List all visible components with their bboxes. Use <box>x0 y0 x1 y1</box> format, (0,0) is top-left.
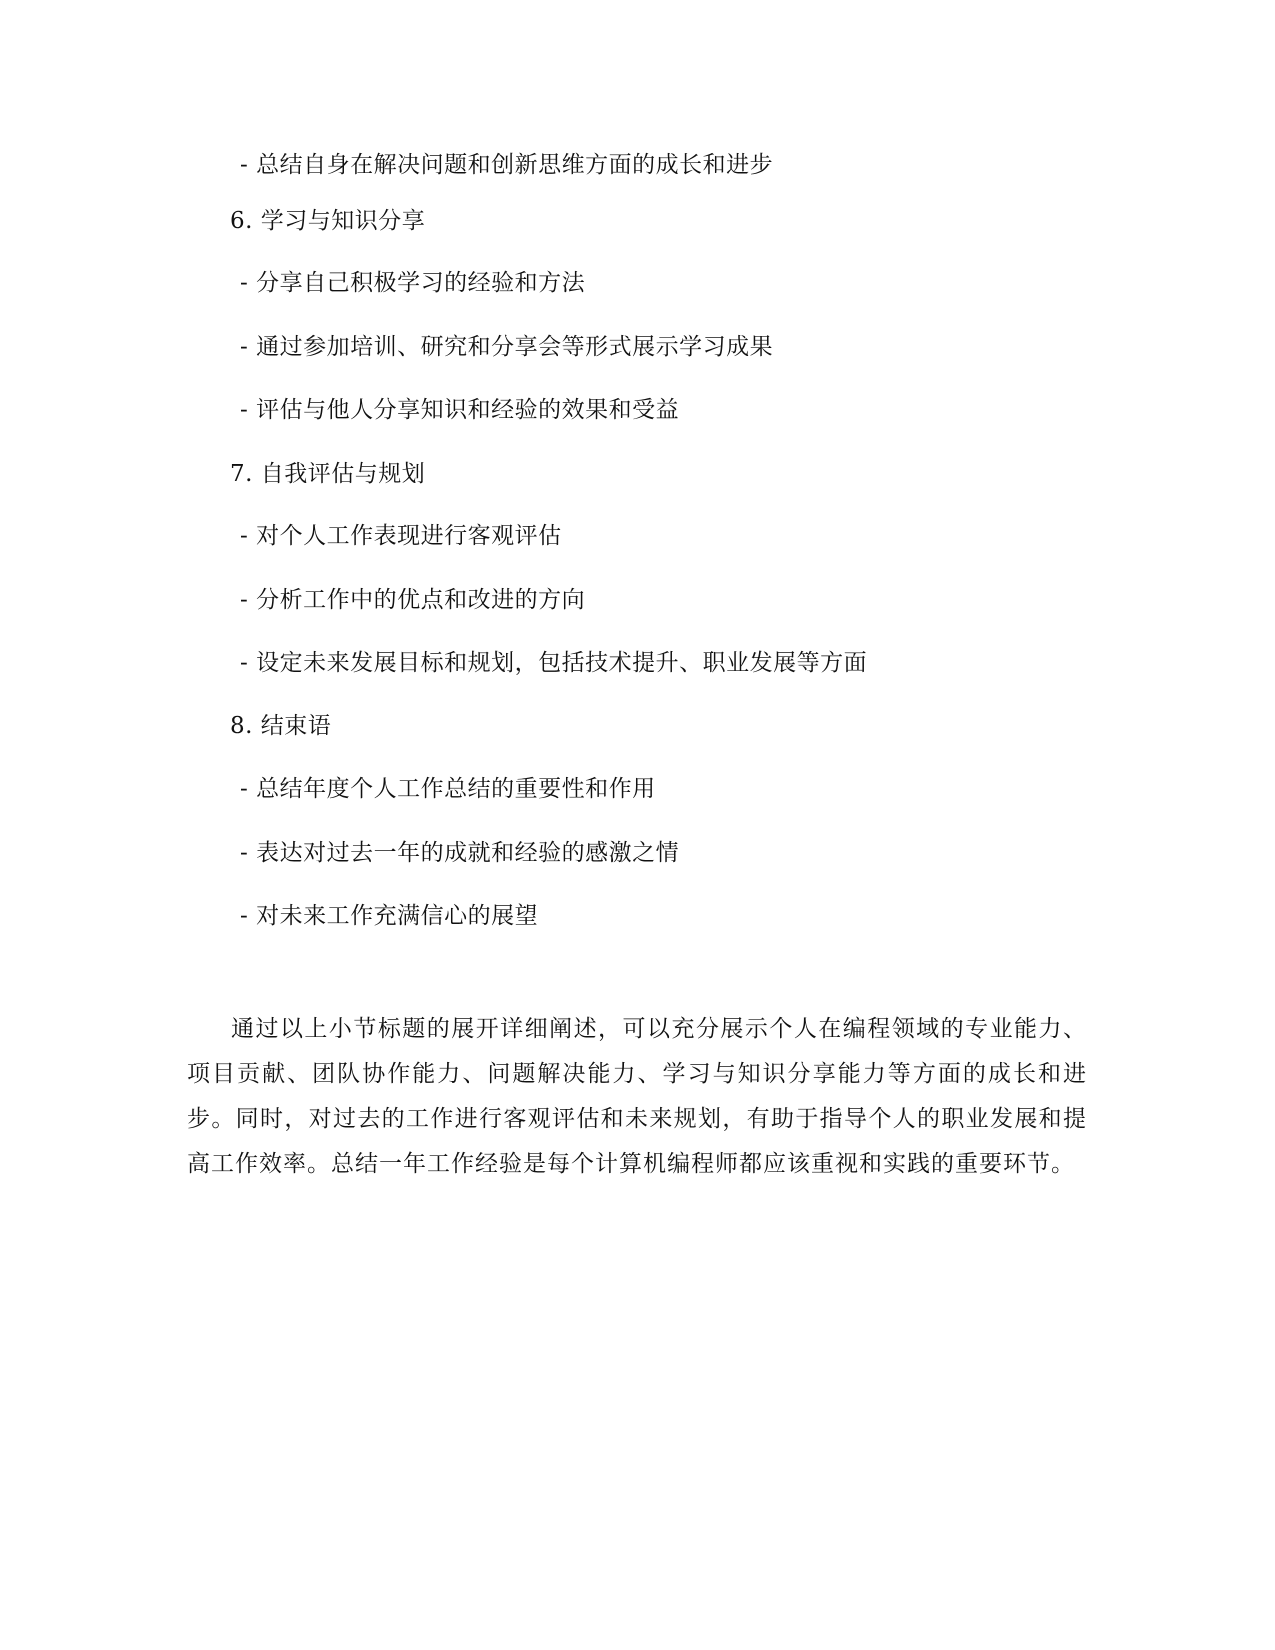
bullet-gratitude: - 表达对过去一年的成就和经验的感激之情 <box>240 840 680 866</box>
bullet-future-outlook: - 对未来工作充满信心的展望 <box>240 903 539 929</box>
bullet-strengths-improvements: - 分析工作中的优点和改进的方向 <box>240 587 586 613</box>
bullet-share-learning-methods: - 分享自己积极学习的经验和方法 <box>240 270 586 296</box>
bullet-sharing-effects: - 评估与他人分享知识和经验的效果和受益 <box>240 397 680 423</box>
closing-paragraph: 通过以上小节标题的展开详细阐述，可以充分展示个人在编程领域的专业能力、项目贡献、团队协作能力、问题解决能力、学习与知识分享能力等方面的成长和进步。同时，对过去的工作进行客观评估和未来规划，有助于指导个人的职业发展和提高工作效率。总结一年工作经验是每个计算机编程师都应该重视和实践的重要环节。 <box>187 1016 1087 1177</box>
section-heading-conclusion: 8. 结束语 <box>230 713 332 739</box>
section-heading-self-assessment: 7. 自我评估与规划 <box>230 461 426 487</box>
bullet-growth-problem-solving: - 总结自身在解决问题和创新思维方面的成长和进步 <box>240 152 774 178</box>
bullet-future-goals: - 设定未来发展目标和规划，包括技术提升、职业发展等方面 <box>240 650 868 676</box>
section-heading-learning-sharing: 6. 学习与知识分享 <box>230 208 426 234</box>
bullet-importance-summary: - 总结年度个人工作总结的重要性和作用 <box>240 776 656 802</box>
bullet-objective-assessment: - 对个人工作表现进行客观评估 <box>240 523 562 549</box>
bullet-training-research: - 通过参加培训、研究和分享会等形式展示学习成果 <box>240 334 774 360</box>
